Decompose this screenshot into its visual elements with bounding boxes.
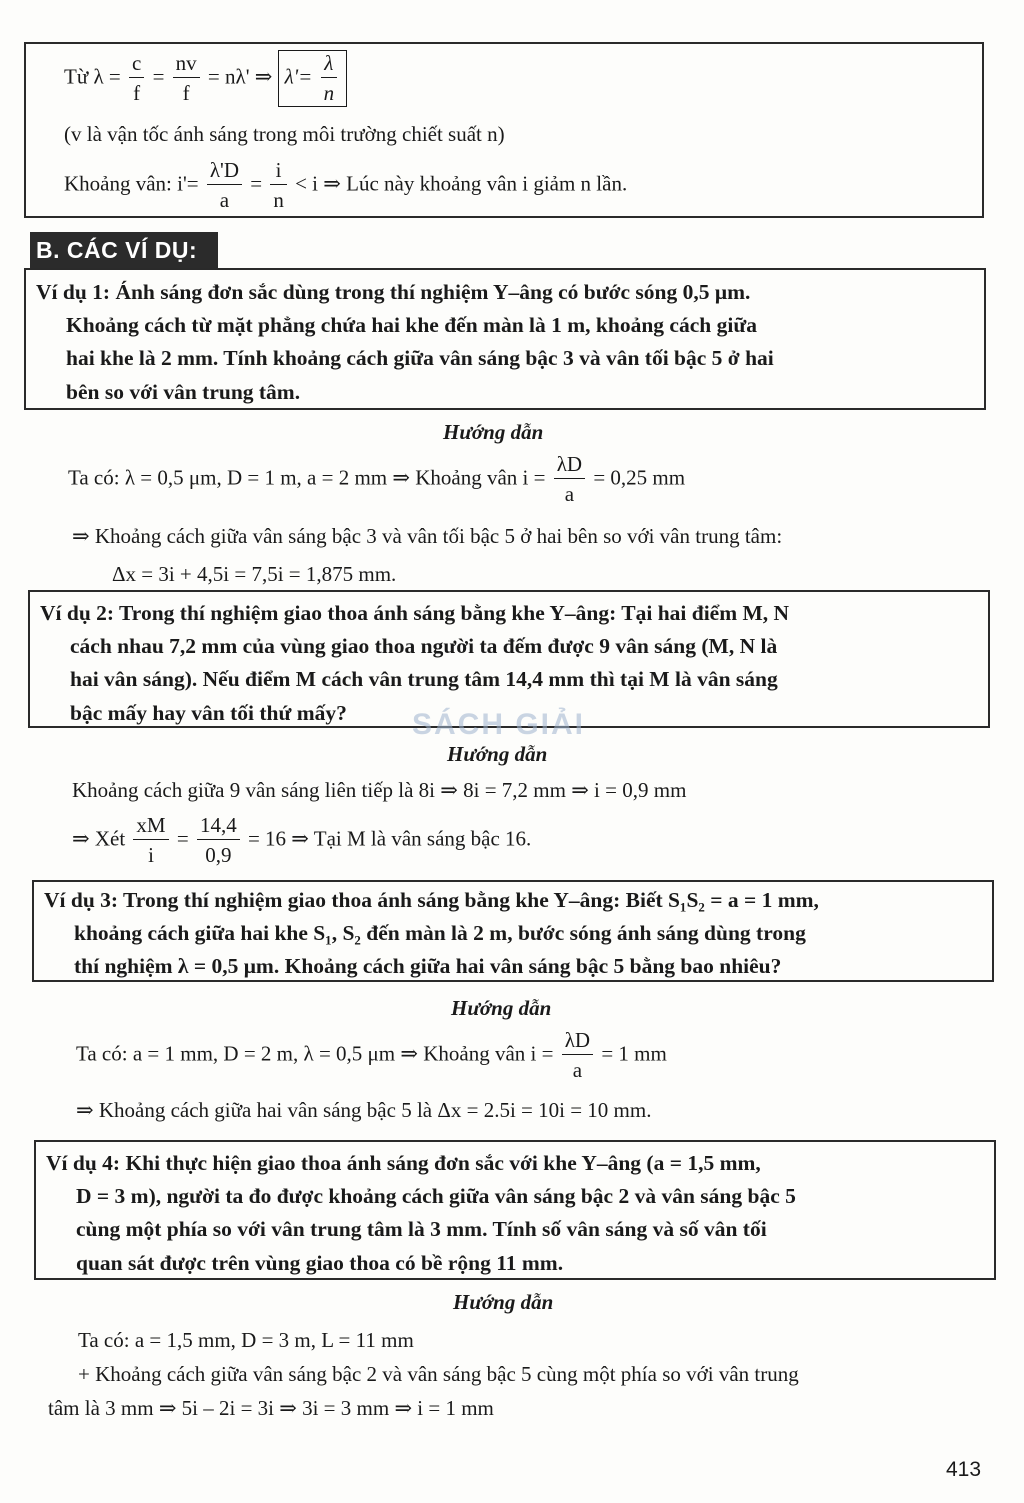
example-4-solution-1: Ta có: a = 1,5 mm, D = 3 m, L = 11 mm xyxy=(78,1328,414,1352)
boxed-formula: λ'= $\frac{\lambda}{n}$ xyxy=(278,50,348,107)
example-2-line: Ví dụ 2: Trong thí nghiệm giao thoa ánh sáng bằng khe Y–âng: Tại hai điểm M, N xyxy=(40,601,790,625)
example-3-solution-2: ⇒ Khoảng cách giữa hai vân sáng bậc 5 là Δx = 2.5i = 10i = 10 mm. xyxy=(76,1098,652,1122)
example-3-line: khoảng cách giữa hai khe S₁, S₂ đến màn là 2 m, bước sóng ánh sáng dùng trong xyxy=(74,921,806,945)
fraction-nv-over-f: $\frac{nv}{f}$ xyxy=(173,53,200,104)
example-3-solution-1: Ta có: a = 1 mm, D = 2 m, λ = 0,5 μm ⇒ Khoảng vân i = $\frac{\lambda D}{a}$ = 1 mm xyxy=(76,1028,667,1082)
page-number: 413 xyxy=(946,1458,982,1481)
example-4-line: D = 3 m), người ta đo được khoảng cách giữa vân sáng bậc 2 và vân sáng bậc 5 xyxy=(76,1184,796,1208)
example-4-line: Ví dụ 4: Khi thực hiện giao thoa ánh sáng đơn sắc với khe Y–âng (a = 1,5 mm, xyxy=(46,1151,761,1175)
example-4-line: cùng một phía so với vân trung tâm là 3 mm. Tính số vân sáng và số vân tối xyxy=(76,1217,767,1241)
example-4-guide-heading: Hướng dẫn xyxy=(453,1290,554,1314)
example-2-solution-1: Khoảng cách giữa 9 vân sáng liên tiếp là 8i ⇒ 8i = 7,2 mm ⇒ i = 0,9 mm xyxy=(72,778,687,802)
example-2-line: cách nhau 7,2 mm của vùng giao thoa người ta đếm được 9 vân sáng (M, N là xyxy=(70,634,778,658)
intro-note: (v là vận tốc ánh sáng trong môi trường chiết suất n) xyxy=(64,122,505,146)
text: Từ λ = xyxy=(64,64,121,89)
example-3-guide-heading: Hướng dẫn xyxy=(451,996,552,1020)
example-1-line: hai khe là 2 mm. Tính khoảng cách giữa vân sáng bậc 3 và vân tối bậc 5 ở hai xyxy=(66,346,774,370)
watermark: SÁCH GIẢI xyxy=(412,708,586,741)
fraction-c-over-f: $\frac{c}{f}$ xyxy=(129,53,144,104)
example-3-line: Ví dụ 3: Trong thí nghiệm giao thoa ánh sáng bằng khe Y–âng: Biết S₁S₂ = a = 1 mm, xyxy=(44,888,819,912)
example-1-solution-3: Δx = 3i + 4,5i = 7,5i = 1,875 mm. xyxy=(112,562,397,586)
example-1-solution-2: ⇒ Khoảng cách giữa vân sáng bậc 3 và vân tối bậc 5 ở hai bên so với vân trung tâm: xyxy=(72,524,783,548)
example-1-guide-heading: Hướng dẫn xyxy=(443,420,544,444)
example-2-line: hai vân sáng). Nếu điểm M cách vân trung tâm 14,4 mm thì tại M là vân sáng xyxy=(70,667,778,691)
intro-formula-line: Từ λ = $\frac{c}{f}$ = $\frac{nv}{f}$ = nλ' ⇒ λ'= $\frac{\lambda}{n}$ xyxy=(64,50,347,107)
example-4-line: quan sát được trên vùng giao thoa có bề rộng 11 mm. xyxy=(76,1251,564,1275)
example-4-solution-2: + Khoảng cách giữa vân sáng bậc 2 và vân sáng bậc 5 cùng một phía so với vân trung xyxy=(78,1362,799,1386)
example-2-guide-heading: Hướng dẫn xyxy=(447,742,548,766)
intro-khoang-van-line: Khoảng vân: i'= $\frac{\lambda'D}{a}$ = $\frac{i}{n}$ < i ⇒ Lúc này khoảng vân i giảm n lần. xyxy=(64,158,628,212)
example-1-solution-1: Ta có: λ = 0,5 μm, D = 1 m, a = 2 mm ⇒ Khoảng vân i = $\frac{\lambda D}{a}$ = 0,25 mm xyxy=(68,452,686,506)
example-3-line: thí nghiệm λ = 0,5 μm. Khoảng cách giữa hai vân sáng bậc 5 bằng bao nhiêu? xyxy=(74,954,782,978)
example-1-line: Ví dụ 1: Ánh sáng đơn sắc dùng trong thí nghiệm Y–âng có bước sóng 0,5 μm. xyxy=(36,280,751,304)
section-heading: B. CÁC VÍ DỤ: xyxy=(30,232,218,268)
example-1-line: bên so với vân trung tâm. xyxy=(66,380,301,404)
example-1-line: Khoảng cách từ mặt phẳng chứa hai khe đến màn là 1 m, khoảng cách giữa xyxy=(66,313,757,337)
example-2-solution-2: ⇒ Xét $\frac{xM}{i}$ = $\frac{14,4}{0,9}$ = 16 ⇒ Tại M là vân sáng bậc 16. xyxy=(72,813,532,867)
example-4-solution-3: tâm là 3 mm ⇒ 5i – 2i = 3i ⇒ 3i = 3 mm ⇒ i = 1 mm xyxy=(48,1396,494,1420)
example-2-line: bậc mấy hay vân tối thứ mấy? xyxy=(70,701,347,725)
